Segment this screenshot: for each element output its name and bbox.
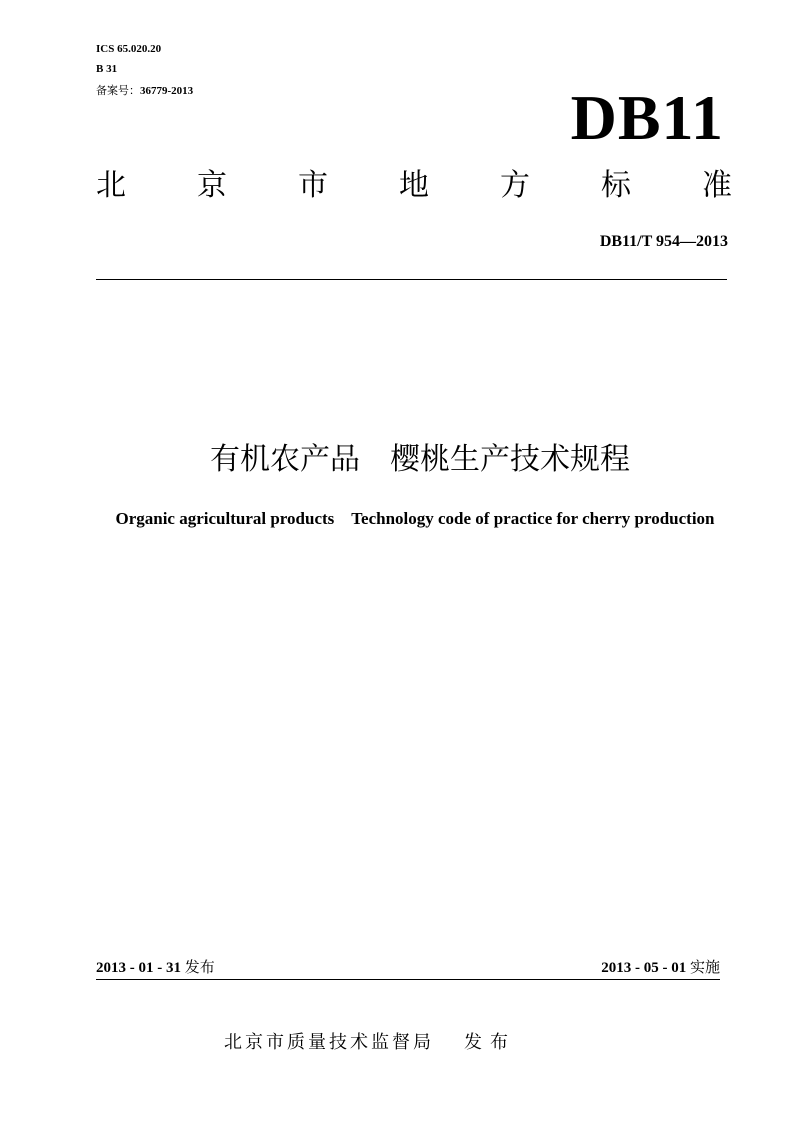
- issue-date: [96, 956, 215, 979]
- implementation-date-label: 实施: [689, 958, 720, 976]
- title-english: Organic agricultural products Technology code of practice for cherry production: [115, 509, 715, 528]
- header-divider: [96, 279, 727, 280]
- standard-number: DB11/T 954—2013: [599, 233, 728, 250]
- standard-type-char: 准: [702, 168, 732, 203]
- standard-type-char: 地: [399, 168, 429, 203]
- standard-code: DB11: [570, 82, 724, 153]
- footer-divider: [96, 979, 720, 980]
- standard-type: [96, 166, 732, 206]
- standard-type-char: 北: [96, 168, 126, 203]
- publisher-name: 北京市质量技术监督局: [224, 1032, 434, 1053]
- standard-type-char: 市: [298, 168, 328, 203]
- ics-code: ICS 65.020.20: [96, 43, 162, 55]
- classification-code: B 31: [96, 63, 118, 75]
- implementation-date: [601, 956, 720, 979]
- publisher: [224, 1031, 516, 1055]
- standard-type-char: 京: [197, 168, 227, 203]
- record-number: [96, 84, 193, 98]
- issue-date-label: 发布: [184, 958, 215, 976]
- issue-date-value: 2013 - 01 - 31: [96, 960, 181, 976]
- standard-type-char: 标: [601, 168, 631, 203]
- publisher-suffix: 发布: [464, 1032, 516, 1053]
- title-chinese: 有机农产品 樱桃生产技术规程: [210, 442, 630, 477]
- implementation-date-value: 2013 - 05 - 01: [601, 960, 687, 976]
- standard-type-char: 方: [500, 168, 530, 203]
- record-number-value: 36779-2013: [140, 85, 194, 97]
- record-number-label: 备案号：: [96, 84, 140, 97]
